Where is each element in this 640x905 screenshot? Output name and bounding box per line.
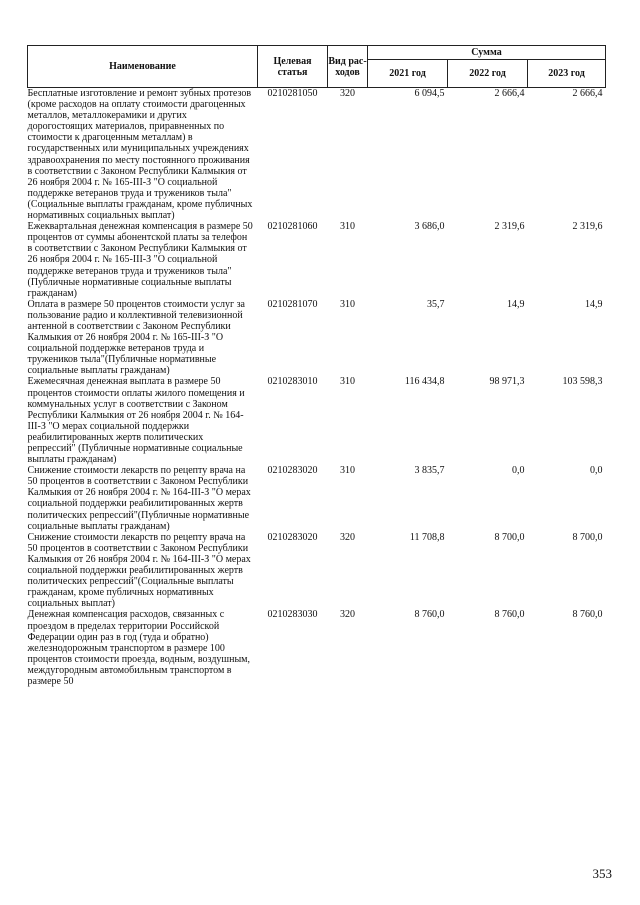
row-sum-2023: 2 319,6 bbox=[572, 221, 603, 233]
row-expense-type: 320 bbox=[340, 609, 355, 621]
row-name: Оплата в размере 50 процентов стоимости услуг за пользование радио и коллективной телевизионной антенной в соответствии с Законом Республики Калмыкия от 26 ноября 2004 г. № 165-III-З "О социальной поддержке ветеранов труда и тружеников тыла"(Публичные нормативные социальные выплаты гражданам) bbox=[27, 298, 245, 377]
row-expense-type: 310 bbox=[340, 221, 355, 233]
row-sum-2021: 3 835,7 bbox=[414, 465, 445, 477]
table-row bbox=[28, 609, 606, 687]
row-target-article: 0210281070 bbox=[267, 298, 318, 310]
header-year-2021: 2021 год bbox=[368, 60, 448, 88]
row-name: Денежная компенсация расходов, связанных с проездом в пределах территории Российской Федерации один раз в год (туда и обратно) железнодорожным транспортом в размере 100 процентов стоимости проезда, водным, воздушным, междугородным автомобильным транспортом в размере 50 bbox=[27, 609, 251, 687]
row-target-article: 0210281060 bbox=[267, 221, 318, 233]
row-expense-type: 320 bbox=[340, 88, 355, 99]
row-sum-2021: 6 094,5 bbox=[414, 88, 445, 99]
header-name: Наименование bbox=[28, 46, 258, 88]
table-row bbox=[28, 376, 606, 465]
row-name: Ежемесячная денежная выплата в размере 50 процентов стоимости оплаты жилого помещения и коммунальных услуг в соответствии с Законом Республики Калмыкия от 26 ноября 2004 г. № 164-III-З "О мерах социальной поддержки реабилитированных жертв политических репрессий" (Публичные нормативные социальные выплаты гражданам) bbox=[27, 376, 245, 466]
row-sum-2022: 2 319,6 bbox=[494, 221, 525, 233]
budget-table bbox=[27, 45, 606, 687]
table-row bbox=[28, 465, 606, 532]
row-sum-2021: 116 434,8 bbox=[404, 376, 445, 388]
row-sum-2021: 8 760,0 bbox=[414, 609, 445, 621]
page-number: 353 bbox=[592, 866, 612, 881]
row-sum-2023: 8 760,0 bbox=[572, 609, 603, 621]
row-sum-2023: 103 598,3 bbox=[562, 376, 603, 388]
row-sum-2022: 8 760,0 bbox=[494, 609, 525, 621]
header-target-article: Целевая статья bbox=[258, 46, 328, 88]
header-expense-type: Вид рас-ходов bbox=[328, 46, 368, 88]
row-sum-2021: 11 708,8 bbox=[409, 531, 445, 543]
row-sum-2022: 0,0 bbox=[512, 465, 525, 477]
row-target-article: 0210281050 bbox=[267, 88, 318, 99]
table-row bbox=[28, 221, 606, 299]
row-sum-2022: 14,9 bbox=[507, 298, 525, 310]
row-sum-2023: 14,9 bbox=[585, 298, 603, 310]
row-sum-2021: 35,7 bbox=[427, 298, 445, 310]
row-expense-type: 320 bbox=[340, 531, 355, 543]
row-name: Ежеквартальная денежная компенсация в размере 50 процентов от суммы абонентской платы за телефон в соответствии с Законом Республики Калмыкия от 26 ноября 2004 г. № 165-III-З "О социальной поддержке ветеранов труда и тружеников тыла"(Публичные нормативные социальные выплаты гражданам) bbox=[27, 221, 253, 299]
table-row bbox=[28, 299, 606, 377]
row-expense-type: 310 bbox=[340, 376, 355, 388]
row-expense-type: 310 bbox=[340, 298, 355, 310]
table-row bbox=[28, 532, 606, 610]
row-sum-2022: 2 666,4 bbox=[494, 88, 525, 99]
row-name: Снижение стоимости лекарств по рецепту врача на 50 процентов в соответствии с Законом Республики Калмыкия от 26 ноября 2004 г. № 164-III-З "О мерах социальной поддержки реабилитированных жертв политических репрессий"(Публичные нормативные социальные выплаты гражданам) bbox=[27, 465, 251, 532]
row-sum-2023: 2 666,4 bbox=[572, 88, 603, 99]
header-year-2023: 2023 год bbox=[528, 60, 606, 88]
row-sum-2022: 98 971,3 bbox=[489, 376, 525, 388]
row-sum-2023: 8 700,0 bbox=[572, 531, 603, 543]
row-target-article: 0210283010 bbox=[267, 376, 318, 388]
header-year-2022: 2022 год bbox=[448, 60, 528, 88]
row-name: Бесплатные изготовление и ремонт зубных протезов (кроме расходов на оплату стоимости драгоценных металлов, металлокерамики и других дорогостоящих материалов, приравненных по стоимости к драгоценным металлам) в государственных или муниципальных учреждениях здравоохранения по месту постоянного проживания в соответствии с Законом Республики Калмыкия от 26 ноября 2004 г. № 165-III-З "О социальной поддержке ветеранов труда и тружеников тыла"(Социальные выплаты гражданам, кроме публичных нормативных социальных выплат) bbox=[27, 88, 253, 222]
row-expense-type: 310 bbox=[340, 465, 355, 477]
header-sum: Сумма bbox=[368, 46, 606, 60]
budget-table-container bbox=[27, 45, 605, 687]
row-sum-2021: 3 686,0 bbox=[414, 221, 445, 233]
row-target-article: 0210283020 bbox=[267, 465, 318, 477]
row-sum-2023: 0,0 bbox=[590, 465, 603, 477]
table-row bbox=[28, 88, 606, 222]
row-name: Снижение стоимости лекарств по рецепту врача на 50 процентов в соответствии с Законом Республики Калмыкия от 26 ноября 2004 г. № 164-III-З "О мерах социальной поддержки реабилитированных жертв политических репрессий"(Социальные выплаты гражданам, кроме публичных нормативных социальных выплат) bbox=[27, 531, 251, 610]
row-target-article: 0210283030 bbox=[267, 609, 318, 621]
row-sum-2022: 8 700,0 bbox=[494, 531, 525, 543]
row-target-article: 0210283020 bbox=[267, 531, 318, 543]
